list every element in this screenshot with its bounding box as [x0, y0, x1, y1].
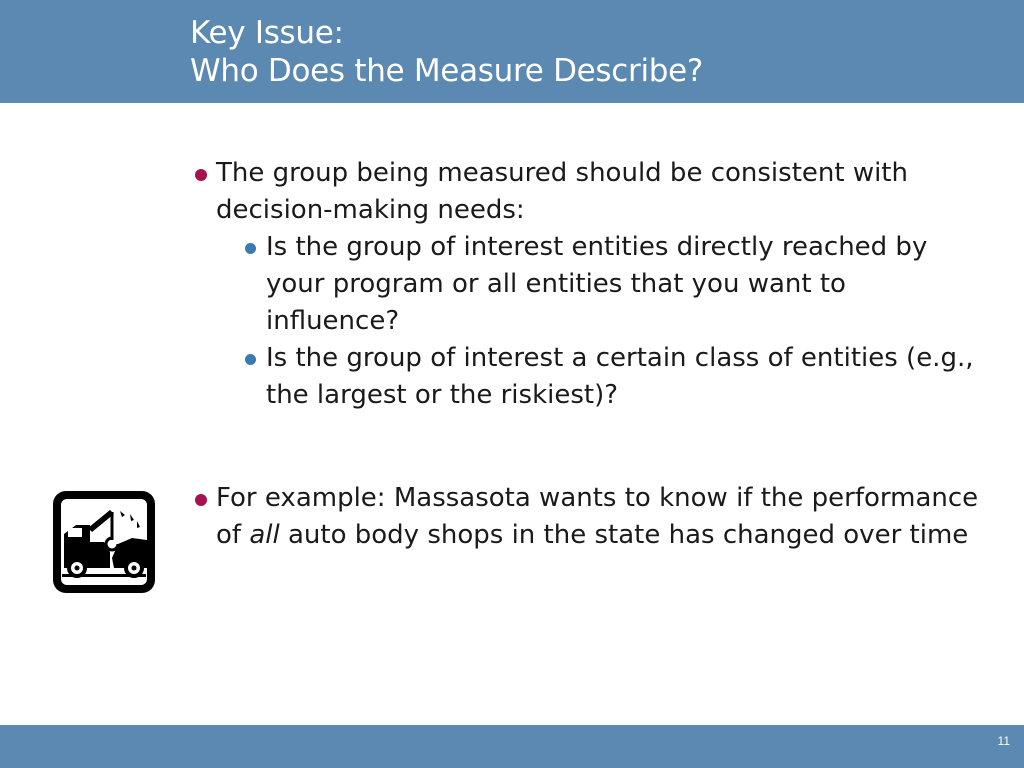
- bullet-dot: [195, 169, 207, 181]
- sub-bullet-dot: [245, 354, 256, 365]
- slide-content: [190, 155, 980, 554]
- sub-bullet-item: [240, 340, 980, 414]
- title-line-2: Who Does the Measure Describe?: [190, 53, 704, 89]
- bullet-dot: [195, 494, 207, 506]
- emphasis-all: all: [249, 520, 280, 550]
- bullet-item: [190, 480, 980, 554]
- footer-bar: [0, 725, 1024, 768]
- slide-title: [190, 14, 703, 90]
- sub-bullet-text: Is the group of interest entities directly reached by your program or all entities that you want to influence?: [266, 232, 928, 336]
- tow-truck-icon-graphic: [52, 490, 156, 594]
- example-text-start: For example: Massasota wants to know if the performance of: [216, 483, 979, 550]
- title-line-1: Key Issue:: [190, 15, 344, 51]
- spacer: [190, 414, 980, 480]
- bullet-text: The group being measured should be consistent with decision-making needs:: [216, 158, 908, 225]
- tow-truck-icon: [52, 490, 156, 594]
- sub-bullet-dot: [245, 243, 256, 254]
- bullet-text: [216, 480, 980, 554]
- page-number: 11: [997, 734, 1010, 748]
- sub-bullet-text: Is the group of interest a certain class of entities (e.g., the largest or the riskiest)?: [266, 343, 974, 410]
- header-bar: [0, 0, 1024, 103]
- example-text-end: auto body shops in the state has changed over time: [279, 520, 969, 550]
- sub-bullet-item: [240, 229, 980, 340]
- bullet-item: [190, 155, 980, 229]
